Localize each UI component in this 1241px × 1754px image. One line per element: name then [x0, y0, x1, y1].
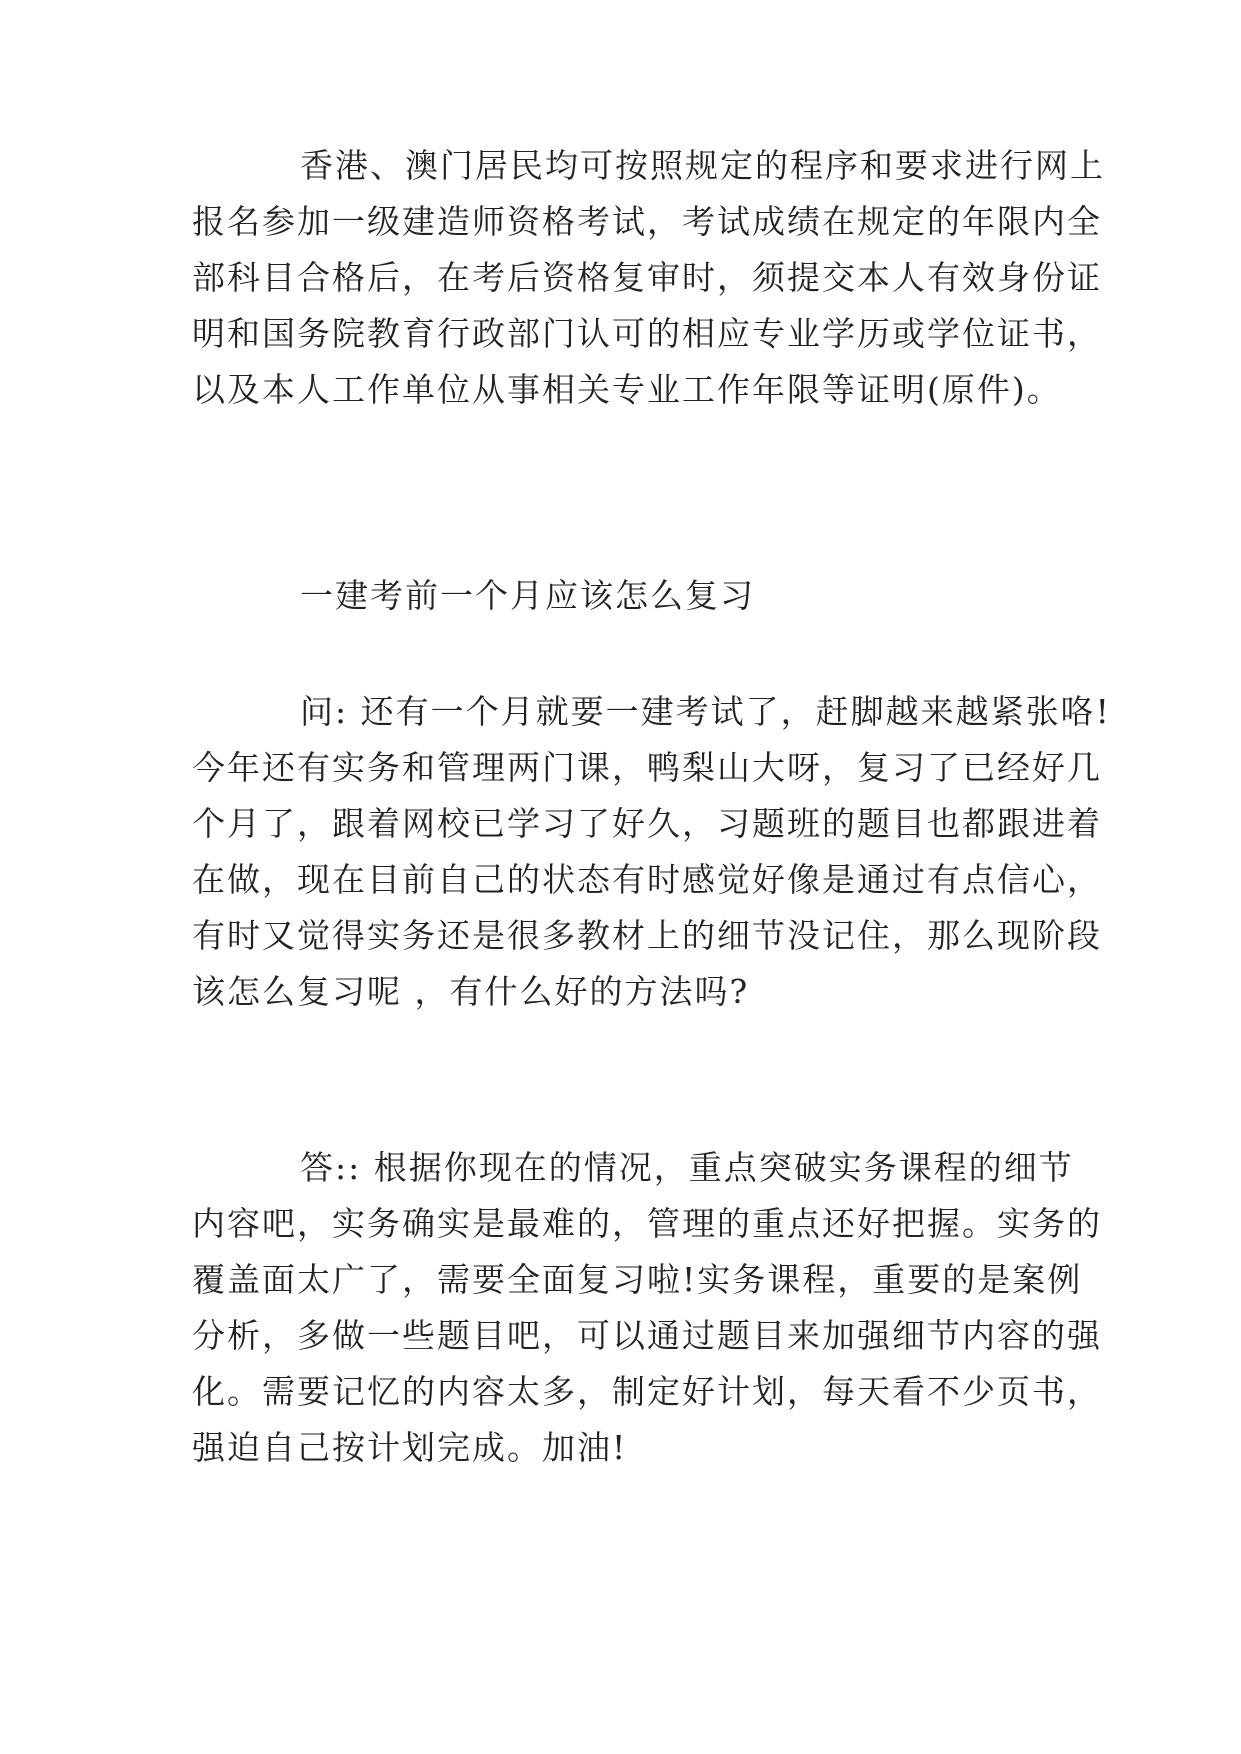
question-line-5: 有时又觉得实务还是很多教材上的细节没记住，那么现阶段 — [192, 916, 1102, 955]
answer-line-6: 强迫自己按计划完成。加油! — [192, 1428, 628, 1467]
answer-line-5: 化。需要记忆的内容太多，制定好计划，每天看不少页书， — [192, 1372, 1102, 1411]
question-line-4: 在做，现在目前自己的状态有时感觉好像是通过有点信心， — [192, 860, 1102, 899]
answer-line-2: 内容吧，实务确实是最难的，管理的重点还好把握。实务的 — [192, 1204, 1102, 1243]
para1-line-4: 明和国务院教育行政部门认可的相应专业学历或学位证书， — [192, 314, 1102, 353]
question-line-6: 该怎么复习呢 ，有什么好的方法吗? — [192, 972, 750, 1011]
question-line-2: 今年还有实务和管理两门课，鸭梨山大呀，复习了已经好几 — [192, 748, 1102, 787]
para1-line-3: 部科目合格后，在考后资格复审时，须提交本人有效身份证 — [192, 258, 1102, 297]
answer-line-3: 覆盖面太广了，需要全面复习啦!实务课程，重要的是案例 — [192, 1260, 1083, 1299]
para1-line-1: 香港、澳门居民均可按照规定的程序和要求进行网上 — [300, 146, 1105, 185]
section-heading: 一建考前一个月应该怎么复习 — [300, 576, 755, 615]
question-line-1: 问: 还有一个月就要一建考试了，赶脚越来越紧张咯! — [300, 692, 1111, 731]
para1-line-2: 报名参加一级建造师资格考试，考试成绩在规定的年限内全 — [192, 202, 1102, 241]
question-line-3: 个月了，跟着网校已学习了好久，习题班的题目也都跟进着 — [192, 804, 1102, 843]
answer-line-4: 分析，多做一些题目吧，可以通过题目来加强细节内容的强 — [192, 1316, 1102, 1355]
answer-line-1: 答:: 根据你现在的情况，重点突破实务课程的细节 — [300, 1148, 1074, 1187]
para1-line-5: 以及本人工作单位从事相关专业工作年限等证明(原件)。 — [192, 370, 1062, 409]
